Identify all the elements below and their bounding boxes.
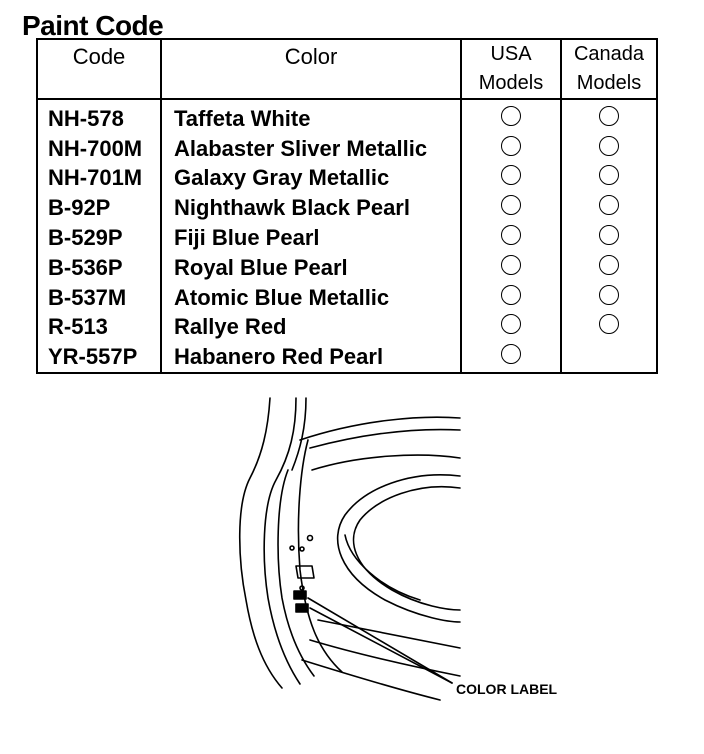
header-color: Color [161,39,461,99]
paint-code-cell: NH-578 [37,99,161,134]
color-label-callout: COLOR LABEL [456,681,558,697]
latch-slot [296,566,314,578]
color-name-cell: Nighthawk Black Pearl [161,193,461,223]
page-title: Paint Code [22,10,164,41]
color-name-cell: Galaxy Gray Metallic [161,164,461,194]
color-name-cell: Atomic Blue Metallic [161,283,461,313]
jamb-hole-1 [290,546,294,550]
pillar-line-5 [298,440,342,672]
color-name-cell: Alabaster Sliver Metallic [161,134,461,164]
color-name-cell: Taffeta White [161,99,461,134]
paint-code-cell: B-529P [37,223,161,253]
color-name-cell: Habanero Red Pearl [161,342,461,373]
body-top-line [300,417,460,440]
header-canada-line2: Models [576,72,642,94]
header-code: Code [37,39,161,99]
paint-code-cell: B-536P [37,253,161,283]
leader-line-1 [308,598,452,683]
paint-code-cell: B-537M [37,283,161,313]
jamb-hole-3 [308,536,313,541]
color-name-cell: Fiji Blue Pearl [161,223,461,253]
jamb-hole-2 [300,547,304,551]
color-name-cell: Royal Blue Pearl [161,253,461,283]
wheel-arch-outer [338,475,460,622]
header-usa-line1: USA [490,43,532,65]
door-edge-outer [312,455,460,470]
paint-code-cell: R-513 [37,313,161,343]
body-top-line-2 [310,430,460,448]
sill-line-2 [310,640,460,676]
paint-code-cell: NH-701M [37,164,161,194]
header-canada-line1: Canada [573,43,645,65]
paint-code-cell: B-92P [37,193,161,223]
color-label-2 [296,604,308,612]
wheel-arch-line-3 [345,535,420,600]
pillar-outer-line [240,398,282,688]
pillar-line-4 [278,470,314,676]
header-usa-line2: Models [478,72,544,94]
color-label-1 [294,591,306,599]
wheel-arch-inner [354,487,460,610]
paint-code-cell: YR-557P [37,342,161,373]
color-name-cell: Rallye Red [161,313,461,343]
paint-code-cell: NH-700M [37,134,161,164]
